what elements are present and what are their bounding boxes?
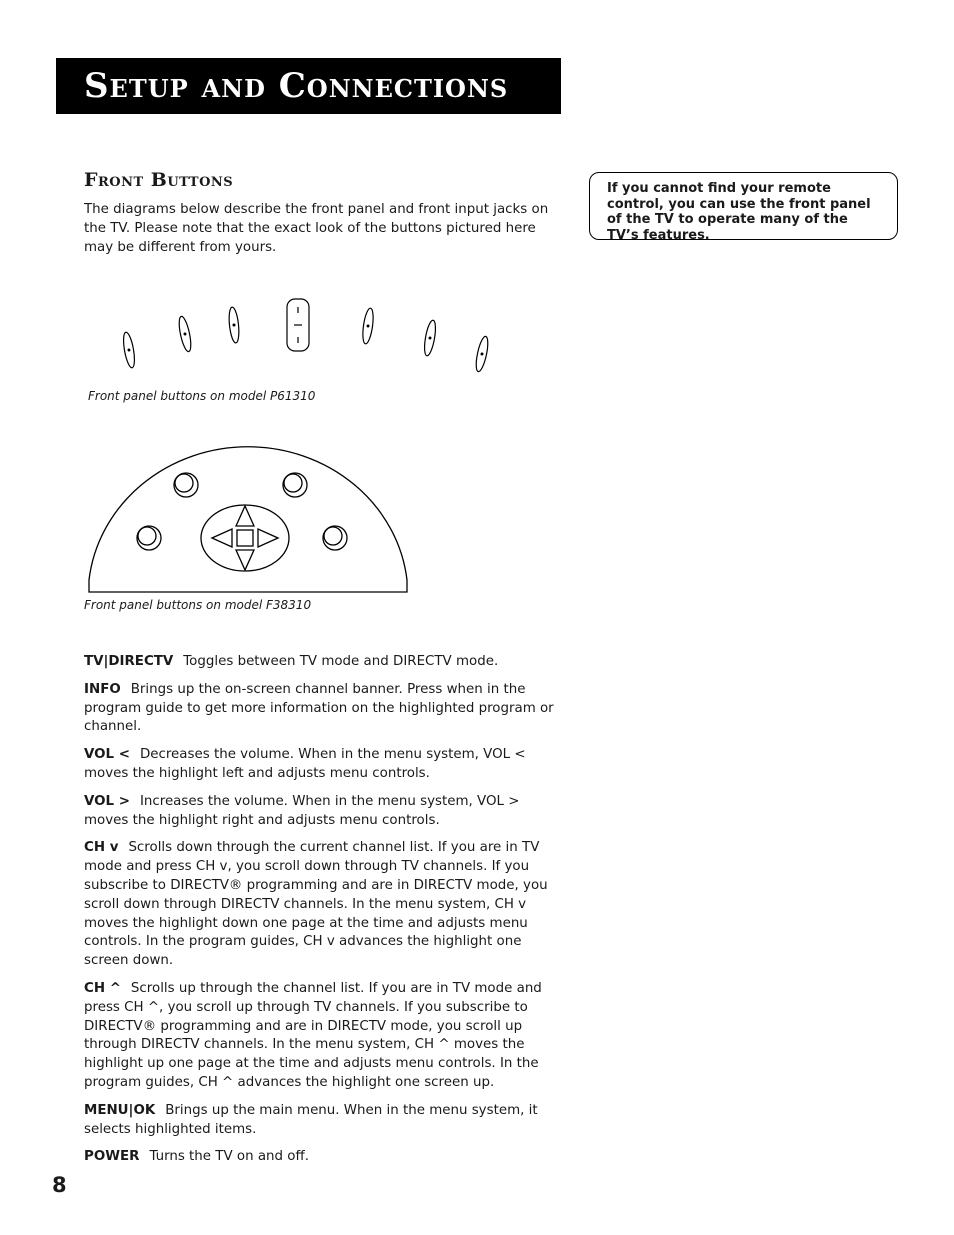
term-text: Decreases the volume. When in the menu system, VOL < moves the highlight left and adjusts menu controls. (84, 747, 526, 781)
desc-tv-directv (84, 653, 564, 672)
callout-text: If you cannot find your remote control, you can use the front panel of the TV to operate many of the TV’s features. (607, 181, 871, 243)
term-text: Turns the TV on and off. (149, 1149, 309, 1165)
term-label: CH v (84, 840, 119, 856)
section-heading: Front Buttons (84, 169, 234, 191)
term-label: MENU|OK (84, 1102, 156, 1118)
round-button-top-left (174, 473, 198, 497)
intro-paragraph: The diagrams below describe the front panel and front input jacks on the TV. Please note that the exact look of the buttons pictured here may be different from yours. (84, 202, 549, 255)
desc-menu-ok (84, 1102, 564, 1140)
panel-button-5 (361, 308, 375, 345)
desc-power (84, 1148, 564, 1167)
term-label: CH ^ (84, 980, 121, 996)
term-text: Brings up the on-screen channel banner. Press when in the program guide to get more information on the highlighted program or channel. (84, 681, 554, 735)
panel-button-center (287, 299, 309, 351)
term-text: Brings up the main menu. When in the menu system, it selects highlighted items. (84, 1102, 538, 1137)
diagram2-caption: Front panel buttons on model F38310 (84, 598, 312, 612)
term-label: TV|DIRECTV (84, 654, 174, 669)
page-title: Setup and Connections (56, 58, 561, 114)
front-panel-diagram-p61310 (110, 292, 500, 382)
panel-button-6 (422, 319, 437, 356)
term-text: Scrolls up through the channel list. If you are in TV mode and press CH ^, you scroll up through TV channels. If you subscribe to DIRECTV® programming and are in DIRECTV mode, you scroll up through DIRECTV channels. In the menu system, CH ^ moves the highlight up one page at the time and adjusts menu controls. In the program guides, CH ^ advances the highlight one screen up. (84, 980, 542, 1090)
term-text: Toggles between TV mode and DIRECTV mode. (183, 654, 499, 669)
button-descriptions (84, 653, 564, 1176)
desc-vol-down (84, 746, 564, 784)
desc-info (84, 681, 564, 737)
panel-button-2 (177, 315, 193, 352)
term-label: VOL < (84, 747, 130, 763)
panel-button-1 (121, 331, 136, 368)
desc-vol-up (84, 793, 564, 831)
diagram1-caption: Front panel buttons on model P61310 (88, 389, 316, 403)
panel-button-7 (474, 335, 490, 372)
term-label: INFO (84, 681, 121, 697)
round-button-top-right (283, 473, 307, 497)
front-panel-diagram-f38310 (86, 430, 412, 595)
callout-box (589, 172, 898, 243)
term-text: Increases the volume. When in the menu system, VOL > moves the highlight right and adjusts menu controls. (84, 793, 520, 828)
term-label: VOL > (84, 793, 130, 809)
panel-button-3 (228, 307, 241, 344)
desc-ch-down (84, 839, 564, 971)
term-label: POWER (84, 1149, 140, 1165)
page-number: 8 (52, 1173, 67, 1197)
term-text: Scrolls down through the current channel list. If you are in TV mode and press CH v, you scroll down through TV channels. If you subscribe to DIRECTV® programming and are in DIRECTV mode, you scroll down through DIRECTV channels. In the menu system, CH v moves the highlight down one page at the time and adjusts menu controls. In the program guides, CH v advances the highlight one screen down. (84, 840, 548, 969)
round-button-bottom-left (137, 526, 161, 550)
desc-ch-up (84, 980, 564, 1093)
round-button-bottom-right (323, 526, 347, 550)
